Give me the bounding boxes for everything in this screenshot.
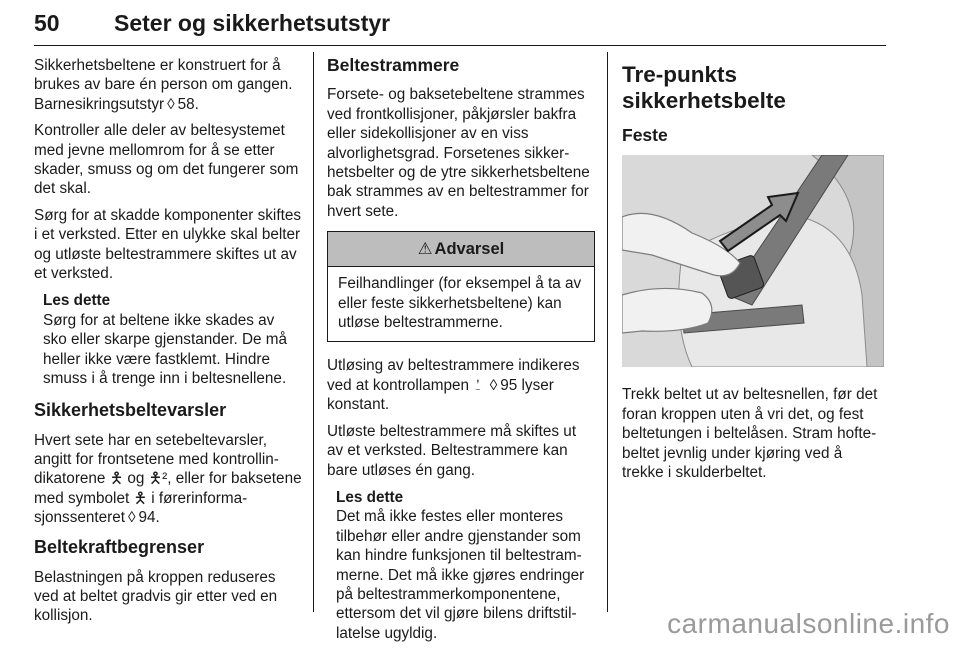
subheading-fasten: Feste [622, 125, 668, 145]
warning-title: Advarsel [434, 240, 505, 259]
paragraph: Kontroller alle deler av beltesystemet med jevne mellomrom for å se etter skader, smuss og om det fungerer som det skal. [34, 122, 299, 198]
seatbelt-icon: 🯅 [109, 470, 124, 488]
cross-reference[interactable]: 94. [138, 509, 160, 527]
paragraph: Utløste beltestrammere må skiftes ut av et verksted. Beltestrammere kan bare utløses én gang. [327, 422, 577, 479]
header-divider [34, 45, 886, 46]
seatbelt-icon: 🯅 [133, 489, 147, 507]
section-heading-reminder: Sikkerhetsbeltevarsler [34, 399, 227, 420]
section-heading-three-point-belt: Tre-punkts sikkerhetsbelte [622, 62, 786, 113]
note-title: Les dette [43, 292, 111, 310]
column-divider [607, 52, 608, 612]
note-text: Sørg for at beltene ikke skades av sko eller skarpe gjenstander. De må heller ikke være fastklemt. Hindre smuss i å trenge inn i beltesnellene. [43, 311, 288, 388]
seatbelt-illustration [622, 155, 884, 367]
warning-triangle-icon: ⚠ [417, 240, 433, 259]
paragraph: Utløsing av beltestrammere indikeres ved at kontrollampen ⍘ ◊ 95 lyser konstant. [327, 357, 580, 414]
page-ref-icon: ◊ [127, 509, 136, 527]
note-text: Det må ikke festes eller monteres tilbehør eller andre gjenstander som kan hindre funksjonen til beltestrammerne. Det må ikke gjøres endringer på beltestrammerkomponentene, ettersom det vil gjøre bilens driftstillatelse ugyldig. [336, 508, 585, 642]
warning-text: Feilhandlinger (for eksempel å ta av eller feste sikkerhetsbeltene) kan utløse beltestrammerne. [338, 275, 582, 332]
warning-box [327, 231, 595, 342]
page-number: 50 [34, 10, 60, 36]
paragraph: Sørg for at skadde komponenter skiftes i et verksted. Etter en ulykke skal belter og utløste beltestrammere skiftes ut av et verksted. [34, 206, 301, 283]
seatbelt-illustration-svg [622, 155, 884, 367]
note-box [34, 291, 302, 388]
paragraph: Trekk beltet ut av beltesnellen, før det foran kroppen uten å vri det, og fest beltetungen i beltelåsen. Stram hoftebeltet jevnlig under kjøring ved å trekke i skulderbeltet. [622, 386, 878, 482]
paragraph: Sikkerhetsbeltene er konstruert for å brukes av bare én person om gangen. Barnesikringsutstyr ◊ 58. [34, 57, 293, 113]
section-heading-limiter: Beltekraftbegrenser [34, 536, 205, 557]
column-middle [327, 56, 595, 653]
airbag-lamp-icon: ⍘ [473, 376, 483, 394]
seatbelt-double-icon: 🯅² [148, 470, 168, 488]
column-divider [313, 52, 314, 612]
section-heading-pretensioners: Beltestrammere [327, 55, 460, 75]
watermark: carmanualsonline.info [667, 608, 950, 639]
page-ref-icon: ◊ [167, 95, 175, 113]
page-header [34, 10, 886, 44]
page-title: Seter og sikkerhetsutstyr [114, 10, 391, 36]
column-left [34, 56, 302, 633]
note-box [327, 488, 595, 643]
column-right [622, 56, 888, 489]
cross-reference[interactable]: 95 [500, 376, 518, 394]
warning-header [328, 232, 594, 267]
paragraph: Forsete- og baksetebeltene strammes ved frontkollisjoner, påkjørsler bakfra eller sidekollisjoner av en viss alvorlighetsgrad. Forsetenes sikkerhetsbelter og de ytre sikkerhetsbeltene bak strammes av en beltestrammer for hvert sete. [327, 86, 590, 220]
note-title: Les dette [336, 488, 404, 506]
paragraph: Belastningen på kroppen reduseres ved at beltet gradvis gir etter ved en kollisjon. [34, 568, 278, 625]
cross-reference[interactable]: Barnesikringsutstyr ◊ 58. [34, 95, 199, 113]
page-ref-icon: ◊ [489, 376, 498, 394]
paragraph: Hvert sete har en setebeltevarsler, angitt for frontsetene med kontrollindikatorene 🯅 og 🯅², eller for baksetene med symbolet 🯅 i førerinformasjonssenteret ◊ 94. [34, 431, 302, 527]
